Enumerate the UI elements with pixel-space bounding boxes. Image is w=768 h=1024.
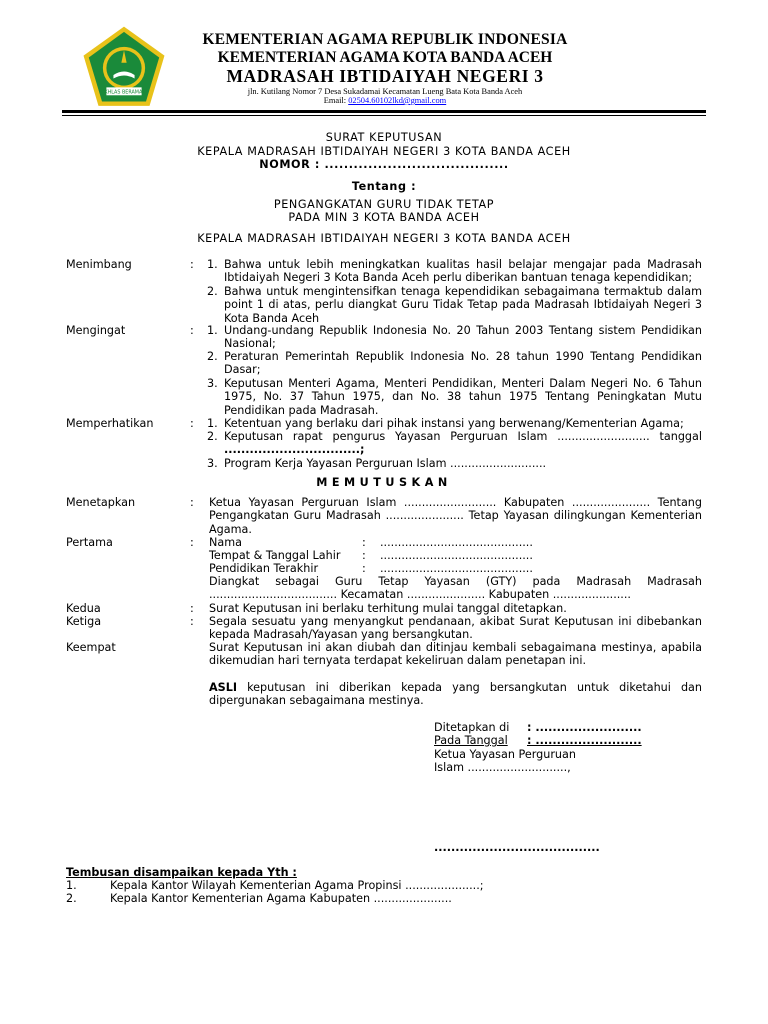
ministry-emblem-logo	[80, 24, 168, 112]
field-value-nama: ...........................................	[380, 536, 533, 549]
colon: :	[362, 536, 366, 549]
asli-paragraph	[209, 681, 702, 708]
mengingat-item-2: Peraturan Pemerintah Republik Indonesia No. 28 tahun 1990 Tentang Pendidikan Dasar;	[224, 350, 702, 377]
item-number: 2.	[207, 430, 218, 443]
doc-subject-2: PADA MIN 3 KOTA BANDA ACEH	[288, 211, 480, 224]
colon: :	[190, 496, 194, 509]
section-label-pertama: Pertama	[66, 536, 113, 549]
doc-tentang: Tentang :	[351, 180, 417, 193]
tanggal-label: Pada Tanggal	[434, 734, 508, 747]
section-label-menimbang: Menimbang	[66, 258, 132, 271]
mengingat-item-1: Undang-undang Republik Indonesia No. 20 Tahun 2003 Tentang sistem Pendidikan Nasional;	[224, 324, 702, 351]
pertama-text: Diangkat sebagai Guru Tetap Yayasan (GTY) pada Madrasah Madrasah .................................... Kecamatan ...................... Kabupaten ......................	[209, 575, 702, 602]
menimbang-item-2: Bahwa untuk mengintensifkan tenaga kependidikan sebagaimana termaktub dalam point 1 di atas, perlu diangkat Guru Tidak Tetap pada Madrasah Ibtidaiyah Negeri 3 Kota Banda Aceh	[224, 285, 702, 325]
letterhead-school-name: MADRASAH IBTIDAIYAH NEGERI 3	[226, 66, 544, 86]
doc-authority: KEPALA MADRASAH IBTIDAIYAH NEGERI 3 KOTA BANDA ACEH	[197, 232, 571, 245]
field-value-ttl: ...........................................	[380, 549, 533, 562]
letterhead-line-1: KEMENTERIAN AGAMA REPUBLIK INDONESIA	[202, 31, 568, 48]
signatory-role-1: Ketua Yayasan Perguruan	[434, 748, 576, 761]
tanggal-value: : .........................	[527, 734, 642, 747]
ditetapkan-value: : .........................	[527, 721, 642, 734]
signatory-role-2: Islam ............................,	[434, 761, 571, 774]
ditetapkan-label: Ditetapkan di	[434, 721, 510, 734]
item-number: 2.	[207, 350, 218, 363]
memperhatikan-item-1: Ketentuan yang berlaku dari pihak instansi yang berwenang/Kementerian Agama;	[224, 417, 684, 430]
menimbang-item-1: Bahwa untuk lebih meningkatkan kualitas hasil belajar mengajar pada Madrasah Ibtidaiyah Negeri 3 Kota Banda Aceh perlu diberikan bantuan tenaga kependidikan;	[224, 258, 702, 285]
memperhatikan-item-2-date: ................................;	[224, 443, 365, 456]
field-value-pendidikan: ...........................................	[380, 562, 533, 575]
section-label-kedua: Kedua	[66, 602, 101, 615]
logo-motto: IKHLAS BERAMAL	[103, 90, 145, 96]
colon: :	[362, 562, 366, 575]
letterhead-rule-thick	[62, 110, 706, 113]
item-number: 1.	[207, 417, 218, 430]
letterhead-address: jln. Kutilang Nomor 7 Desa Sukadamai Kecamatan Lueng Bata Kota Banda Aceh	[247, 87, 523, 96]
section-label-keempat: Keempat	[66, 641, 116, 654]
menetapkan-text: Ketua Yayasan Perguruan Islam .......................... Kabupaten ...................... Tentang Pengangkatan Guru Madrasah ...................... Tetap Yayasan dilingkungan Kementerian Agama.	[209, 496, 702, 536]
doc-subject-1: PENGANGKATAN GURU TIDAK TETAP	[273, 198, 495, 211]
email-label: Email:	[323, 96, 349, 105]
kedua-text: Surat Keputusan ini berlaku terhitung mulai tanggal ditetapkan.	[209, 602, 567, 615]
doc-nomor: NOMOR : ......................................	[259, 158, 509, 171]
keempat-text: Surat Keputusan ini akan diubah dan ditinjau kembali sebagaimana mestinya, apabila dikemudian hari ternyata terdapat kekeliruan dalam penetapan ini.	[209, 641, 702, 668]
asli-text: keputusan ini diberikan kepada yang bersangkutan untuk diketahui dan dipergunakan sebagaimana mestinya.	[209, 681, 702, 708]
colon: :	[190, 258, 194, 271]
signatory-name-line: .......................................	[434, 841, 600, 854]
colon: :	[190, 615, 194, 628]
doc-authority-line: KEPALA MADRASAH IBTIDAIYAH NEGERI 3 KOTA BANDA ACEH	[197, 145, 571, 158]
section-label-mengingat: Mengingat	[66, 324, 126, 337]
field-label-pendidikan: Pendidikan Terakhir	[209, 562, 319, 575]
memperhatikan-item-2: Keputusan rapat pengurus Yayasan Perguruan Islam .......................... tanggal	[224, 430, 702, 443]
item-number: 3.	[207, 377, 218, 390]
tembusan-item-2: Kepala Kantor Kementerian Agama Kabupaten ......................	[110, 892, 452, 905]
item-number: 1.	[66, 879, 77, 892]
colon: :	[190, 536, 194, 549]
item-number: 1.	[207, 258, 218, 271]
colon: :	[190, 324, 194, 337]
item-number: 3.	[207, 457, 218, 470]
item-number: 2.	[66, 892, 77, 905]
doc-title: SURAT KEPUTUSAN	[325, 131, 443, 144]
memutuskan-heading: MEMUTUSKAN	[316, 476, 452, 489]
colon: :	[190, 417, 194, 430]
tembusan-item-1: Kepala Kantor Wilayah Kementerian Agama Propinsi .....................;	[110, 879, 484, 892]
ketiga-text: Segala sesuatu yang menyangkut pendanaan, akibat Surat Keputusan ini dibebankan kepada Madrasah/Yayasan yang bersangkutan.	[209, 615, 702, 642]
colon: :	[362, 549, 366, 562]
field-label-nama: Nama	[209, 536, 242, 549]
letterhead-rule-thin	[62, 115, 706, 116]
email-link[interactable]: 02504.60102lkd@gmail.com	[348, 96, 447, 105]
section-label-memperhatikan: Memperhatikan	[66, 417, 154, 430]
colon: :	[190, 602, 194, 615]
section-label-ketiga: Ketiga	[66, 615, 102, 628]
item-number: 2.	[207, 285, 218, 298]
tembusan-title: Tembusan disampaikan kepada Yth :	[66, 866, 297, 879]
field-label-ttl: Tempat & Tanggal Lahir	[209, 549, 341, 562]
section-label-menetapkan: Menetapkan	[66, 496, 136, 509]
letterhead-email	[170, 96, 600, 105]
item-number: 1.	[207, 324, 218, 337]
memperhatikan-item-3: Program Kerja Yayasan Perguruan Islam ...........................	[224, 457, 547, 470]
letterhead-line-2: KEMENTERIAN AGAMA KOTA BANDA ACEH	[217, 49, 553, 66]
asli-bold: ASLI	[209, 681, 238, 694]
mengingat-item-3: Keputusan Menteri Agama, Menteri Pendidikan, Menteri Dalam Negeri No. 6 Tahun 1975, No. 37 Tahun 1975, dan No. 38 tahun 1975 Tentang Peningkatan Mutu Pendidikan pada Madrasah.	[224, 377, 702, 417]
